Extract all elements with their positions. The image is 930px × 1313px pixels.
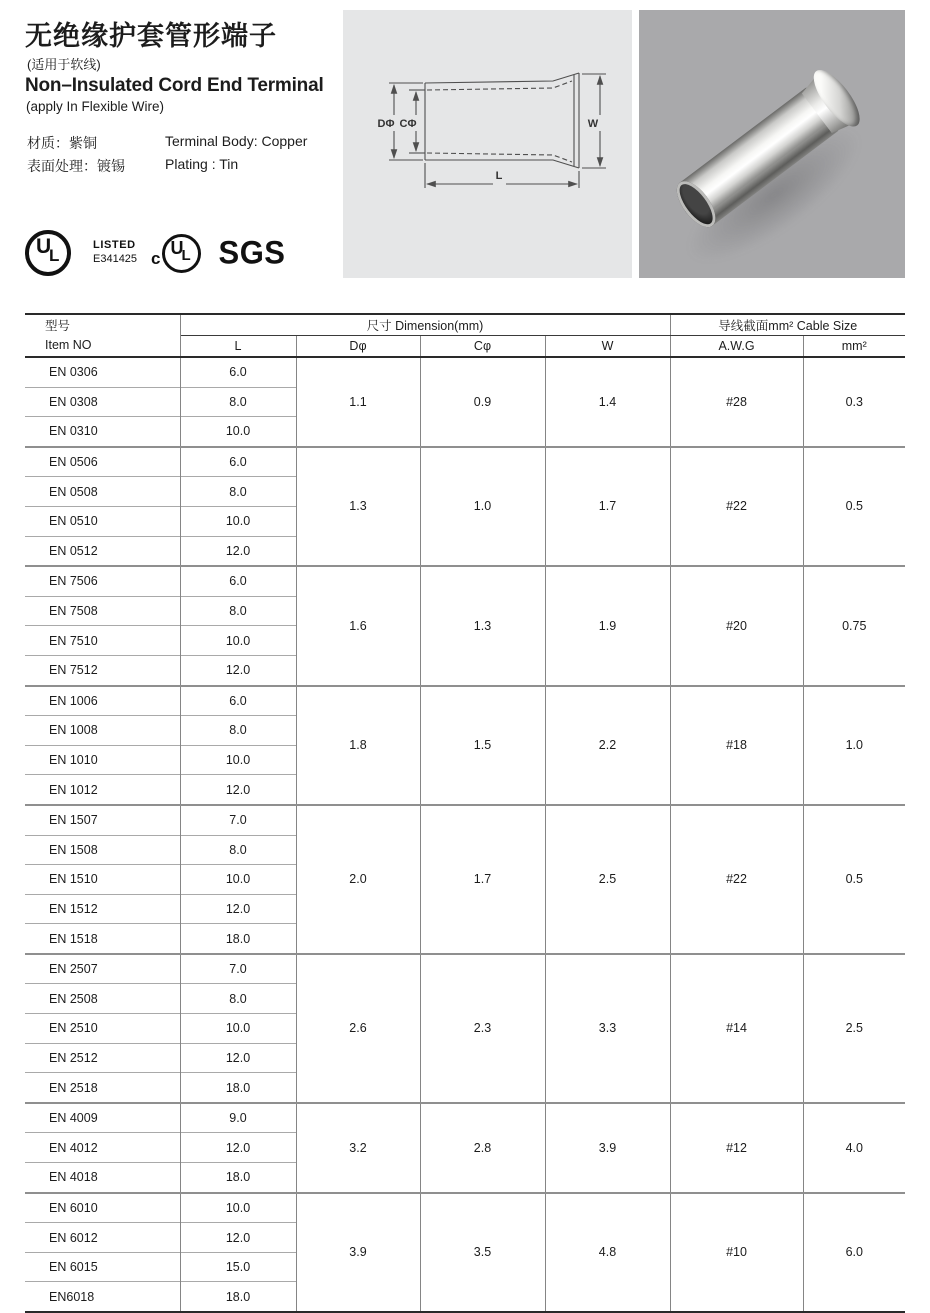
cell-item-no: EN 0308	[25, 387, 180, 417]
cell-c-phi: 2.3	[420, 954, 545, 1103]
cell-length: 10.0	[180, 745, 296, 775]
cell-item-no: EN 2508	[25, 984, 180, 1014]
cell-c-phi: 3.5	[420, 1193, 545, 1312]
cell-c-phi: 1.7	[420, 805, 545, 954]
sgs-logo: SGS	[218, 234, 286, 271]
material-label-en: Terminal Body: Copper	[165, 133, 308, 149]
cell-awg: #22	[670, 447, 803, 566]
cell-length: 18.0	[180, 1163, 296, 1193]
cell-length: 12.0	[180, 1043, 296, 1073]
cell-item-no: EN 4009	[25, 1103, 180, 1133]
material-label-cn: 材质：紫铜	[27, 135, 97, 151]
cell-awg: #22	[670, 805, 803, 954]
cell-awg: #14	[670, 954, 803, 1103]
cell-item-no: EN 1006	[25, 686, 180, 716]
cell-item-no: EN 1008	[25, 716, 180, 746]
cell-length: 12.0	[180, 775, 296, 805]
cell-length: 6.0	[180, 566, 296, 596]
cell-item-no: EN 1012	[25, 775, 180, 805]
cell-item-no: EN 2507	[25, 954, 180, 984]
spec-table	[25, 313, 905, 1313]
cell-length: 12.0	[180, 1133, 296, 1163]
cell-mm2: 2.5	[803, 954, 905, 1103]
cell-d-phi: 1.3	[296, 447, 420, 566]
col-header-awg: A.W.G	[670, 336, 803, 358]
cell-awg: #10	[670, 1193, 803, 1312]
cell-item-no: EN 1010	[25, 745, 180, 775]
cell-length: 8.0	[180, 596, 296, 626]
item-no-header	[25, 314, 180, 357]
cell-w: 4.8	[545, 1193, 670, 1312]
table-group-header-row	[25, 314, 905, 336]
cell-w: 1.9	[545, 566, 670, 685]
cell-length: 8.0	[180, 716, 296, 746]
cell-d-phi: 1.1	[296, 357, 420, 447]
cell-w: 3.3	[545, 954, 670, 1103]
cell-item-no: EN 7506	[25, 566, 180, 596]
cell-item-no: EN 7512	[25, 655, 180, 685]
cell-w: 1.7	[545, 447, 670, 566]
ul-file-number: E341425	[93, 253, 138, 265]
cell-c-phi: 0.9	[420, 357, 545, 447]
product-photo-panel	[639, 10, 905, 278]
certifications	[25, 226, 285, 280]
ul-logo-u: U	[36, 235, 52, 258]
dimension-diagram	[343, 10, 632, 278]
cul-prefix: c	[151, 248, 161, 268]
table-row	[25, 686, 905, 716]
col-header-d-phi: Dφ	[296, 336, 420, 358]
cell-length: 12.0	[180, 1223, 296, 1253]
cell-length: 18.0	[180, 1073, 296, 1103]
cable-size-group-header: 导线截面mm² Cable Size	[670, 314, 905, 336]
cell-w: 2.2	[545, 686, 670, 805]
label-w: W	[587, 118, 599, 130]
label-l: L	[495, 170, 503, 182]
cell-item-no: EN 0506	[25, 447, 180, 477]
col-header-l: L	[180, 336, 296, 358]
cell-c-phi: 1.0	[420, 447, 545, 566]
table-row	[25, 1103, 905, 1133]
cell-item-no: EN 7510	[25, 626, 180, 656]
cell-mm2: 6.0	[803, 1193, 905, 1312]
cell-item-no: EN 0310	[25, 417, 180, 447]
cell-length: 10.0	[180, 417, 296, 447]
cul-logo-u: U	[170, 237, 184, 258]
ul-listed-label: LISTED	[93, 239, 136, 252]
subtitle-en: (apply In Flexible Wire)	[26, 99, 165, 114]
col-header-c-phi: Cφ	[420, 336, 545, 358]
table-row	[25, 805, 905, 835]
cell-item-no: EN 2512	[25, 1043, 180, 1073]
cell-awg: #12	[670, 1103, 803, 1193]
cell-length: 8.0	[180, 477, 296, 507]
cell-mm2: 0.5	[803, 805, 905, 954]
cell-item-no: EN 2518	[25, 1073, 180, 1103]
subtitle-cn: (适用于软线)	[27, 57, 101, 72]
cell-item-no: EN 1512	[25, 894, 180, 924]
cell-item-no: EN 1507	[25, 805, 180, 835]
item-no-header-en: Item NO	[45, 337, 92, 352]
cell-length: 10.0	[180, 626, 296, 656]
cell-mm2: 0.75	[803, 566, 905, 685]
plating-label-cn: 表面处理：镀锡	[27, 158, 125, 174]
plating-label-en: Plating : Tin	[165, 156, 239, 172]
table-row	[25, 954, 905, 984]
cell-item-no: EN 0510	[25, 506, 180, 536]
table-row	[25, 566, 905, 596]
cell-length: 8.0	[180, 387, 296, 417]
cell-length: 10.0	[180, 506, 296, 536]
cell-d-phi: 3.2	[296, 1103, 420, 1193]
page-title: 无绝缘护套管形端子	[25, 21, 277, 51]
label-d-phi: DΦ	[377, 118, 395, 130]
cell-item-no: EN 1508	[25, 835, 180, 865]
cell-item-no: EN 2510	[25, 1014, 180, 1044]
cell-item-no: EN 4012	[25, 1133, 180, 1163]
cell-length: 7.0	[180, 954, 296, 984]
cell-item-no: EN 6010	[25, 1193, 180, 1223]
cell-d-phi: 1.8	[296, 686, 420, 805]
cell-d-phi: 2.6	[296, 954, 420, 1103]
cell-length: 12.0	[180, 655, 296, 685]
cul-logo-icon	[151, 234, 200, 273]
cell-length: 6.0	[180, 357, 296, 387]
cell-c-phi: 1.3	[420, 566, 545, 685]
ul-listed-text	[93, 239, 137, 267]
table-row	[25, 357, 905, 387]
cell-w: 3.9	[545, 1103, 670, 1193]
body-top-edge	[425, 73, 579, 83]
cell-item-no: EN 0512	[25, 536, 180, 566]
cell-d-phi: 3.9	[296, 1193, 420, 1312]
cell-length: 15.0	[180, 1252, 296, 1282]
cell-mm2: 0.5	[803, 447, 905, 566]
cell-item-no: EN 1510	[25, 865, 180, 895]
cell-length: 9.0	[180, 1103, 296, 1133]
label-c-phi: CΦ	[399, 118, 417, 130]
cell-mm2: 0.3	[845, 394, 863, 409]
col-header-mm2: mm²	[803, 336, 905, 358]
cell-item-no: EN 6015	[25, 1252, 180, 1282]
cell-w: 1.4	[545, 357, 670, 447]
cell-item-no: EN 0306	[25, 357, 180, 387]
item-no-header-cn: 型号	[45, 318, 71, 333]
cell-item-no: EN 7508	[25, 596, 180, 626]
cell-awg: #28	[670, 357, 803, 447]
cell-item-no: EN 1518	[25, 924, 180, 954]
cell-length: 8.0	[180, 835, 296, 865]
cell-item-no: EN 0508	[25, 477, 180, 507]
cell-length: 10.0	[180, 1193, 296, 1223]
cell-awg: #20	[670, 566, 803, 685]
cell-awg: #18	[670, 686, 803, 805]
cell-c-phi: 2.8	[420, 1103, 545, 1193]
table-row	[25, 1193, 905, 1223]
cell-length: 12.0	[180, 536, 296, 566]
col-header-w: W	[545, 336, 670, 358]
cell-length: 12.0	[180, 894, 296, 924]
cell-d-phi: 2.0	[296, 805, 420, 954]
cell-length: 18.0	[180, 924, 296, 954]
cul-circle-icon	[162, 234, 201, 273]
cell-w: 2.5	[545, 805, 670, 954]
cell-length: 8.0	[180, 984, 296, 1014]
cell-item-no: EN 4018	[25, 1163, 180, 1193]
cell-length: 18.0	[180, 1282, 296, 1312]
body-bottom-edge	[425, 160, 579, 168]
cul-logo-l: L	[181, 246, 191, 264]
cell-length: 6.0	[180, 686, 296, 716]
cell-d-phi: 1.6	[296, 566, 420, 685]
page-title-en: Non–Insulated Cord End Terminal	[25, 75, 324, 96]
header-block	[25, 14, 340, 214]
cell-length: 7.0	[180, 805, 296, 835]
bore-bottom-dashed	[427, 153, 572, 162]
dimension-group-header: 尺寸 Dimension(mm)	[180, 314, 670, 336]
ul-logo-l: L	[49, 246, 60, 265]
ul-logo-icon	[25, 230, 71, 276]
dimension-diagram-panel	[343, 10, 632, 278]
cell-length: 10.0	[180, 865, 296, 895]
table-row	[25, 447, 905, 477]
cell-mm2: 4.0	[803, 1103, 905, 1193]
cell-mm2: 1.0	[803, 686, 905, 805]
cell-item-no: EN6018	[25, 1282, 180, 1312]
cell-c-phi: 1.5	[420, 686, 545, 805]
cell-length: 10.0	[180, 1014, 296, 1044]
cell-item-no: EN 6012	[25, 1223, 180, 1253]
cell-length: 6.0	[180, 447, 296, 477]
